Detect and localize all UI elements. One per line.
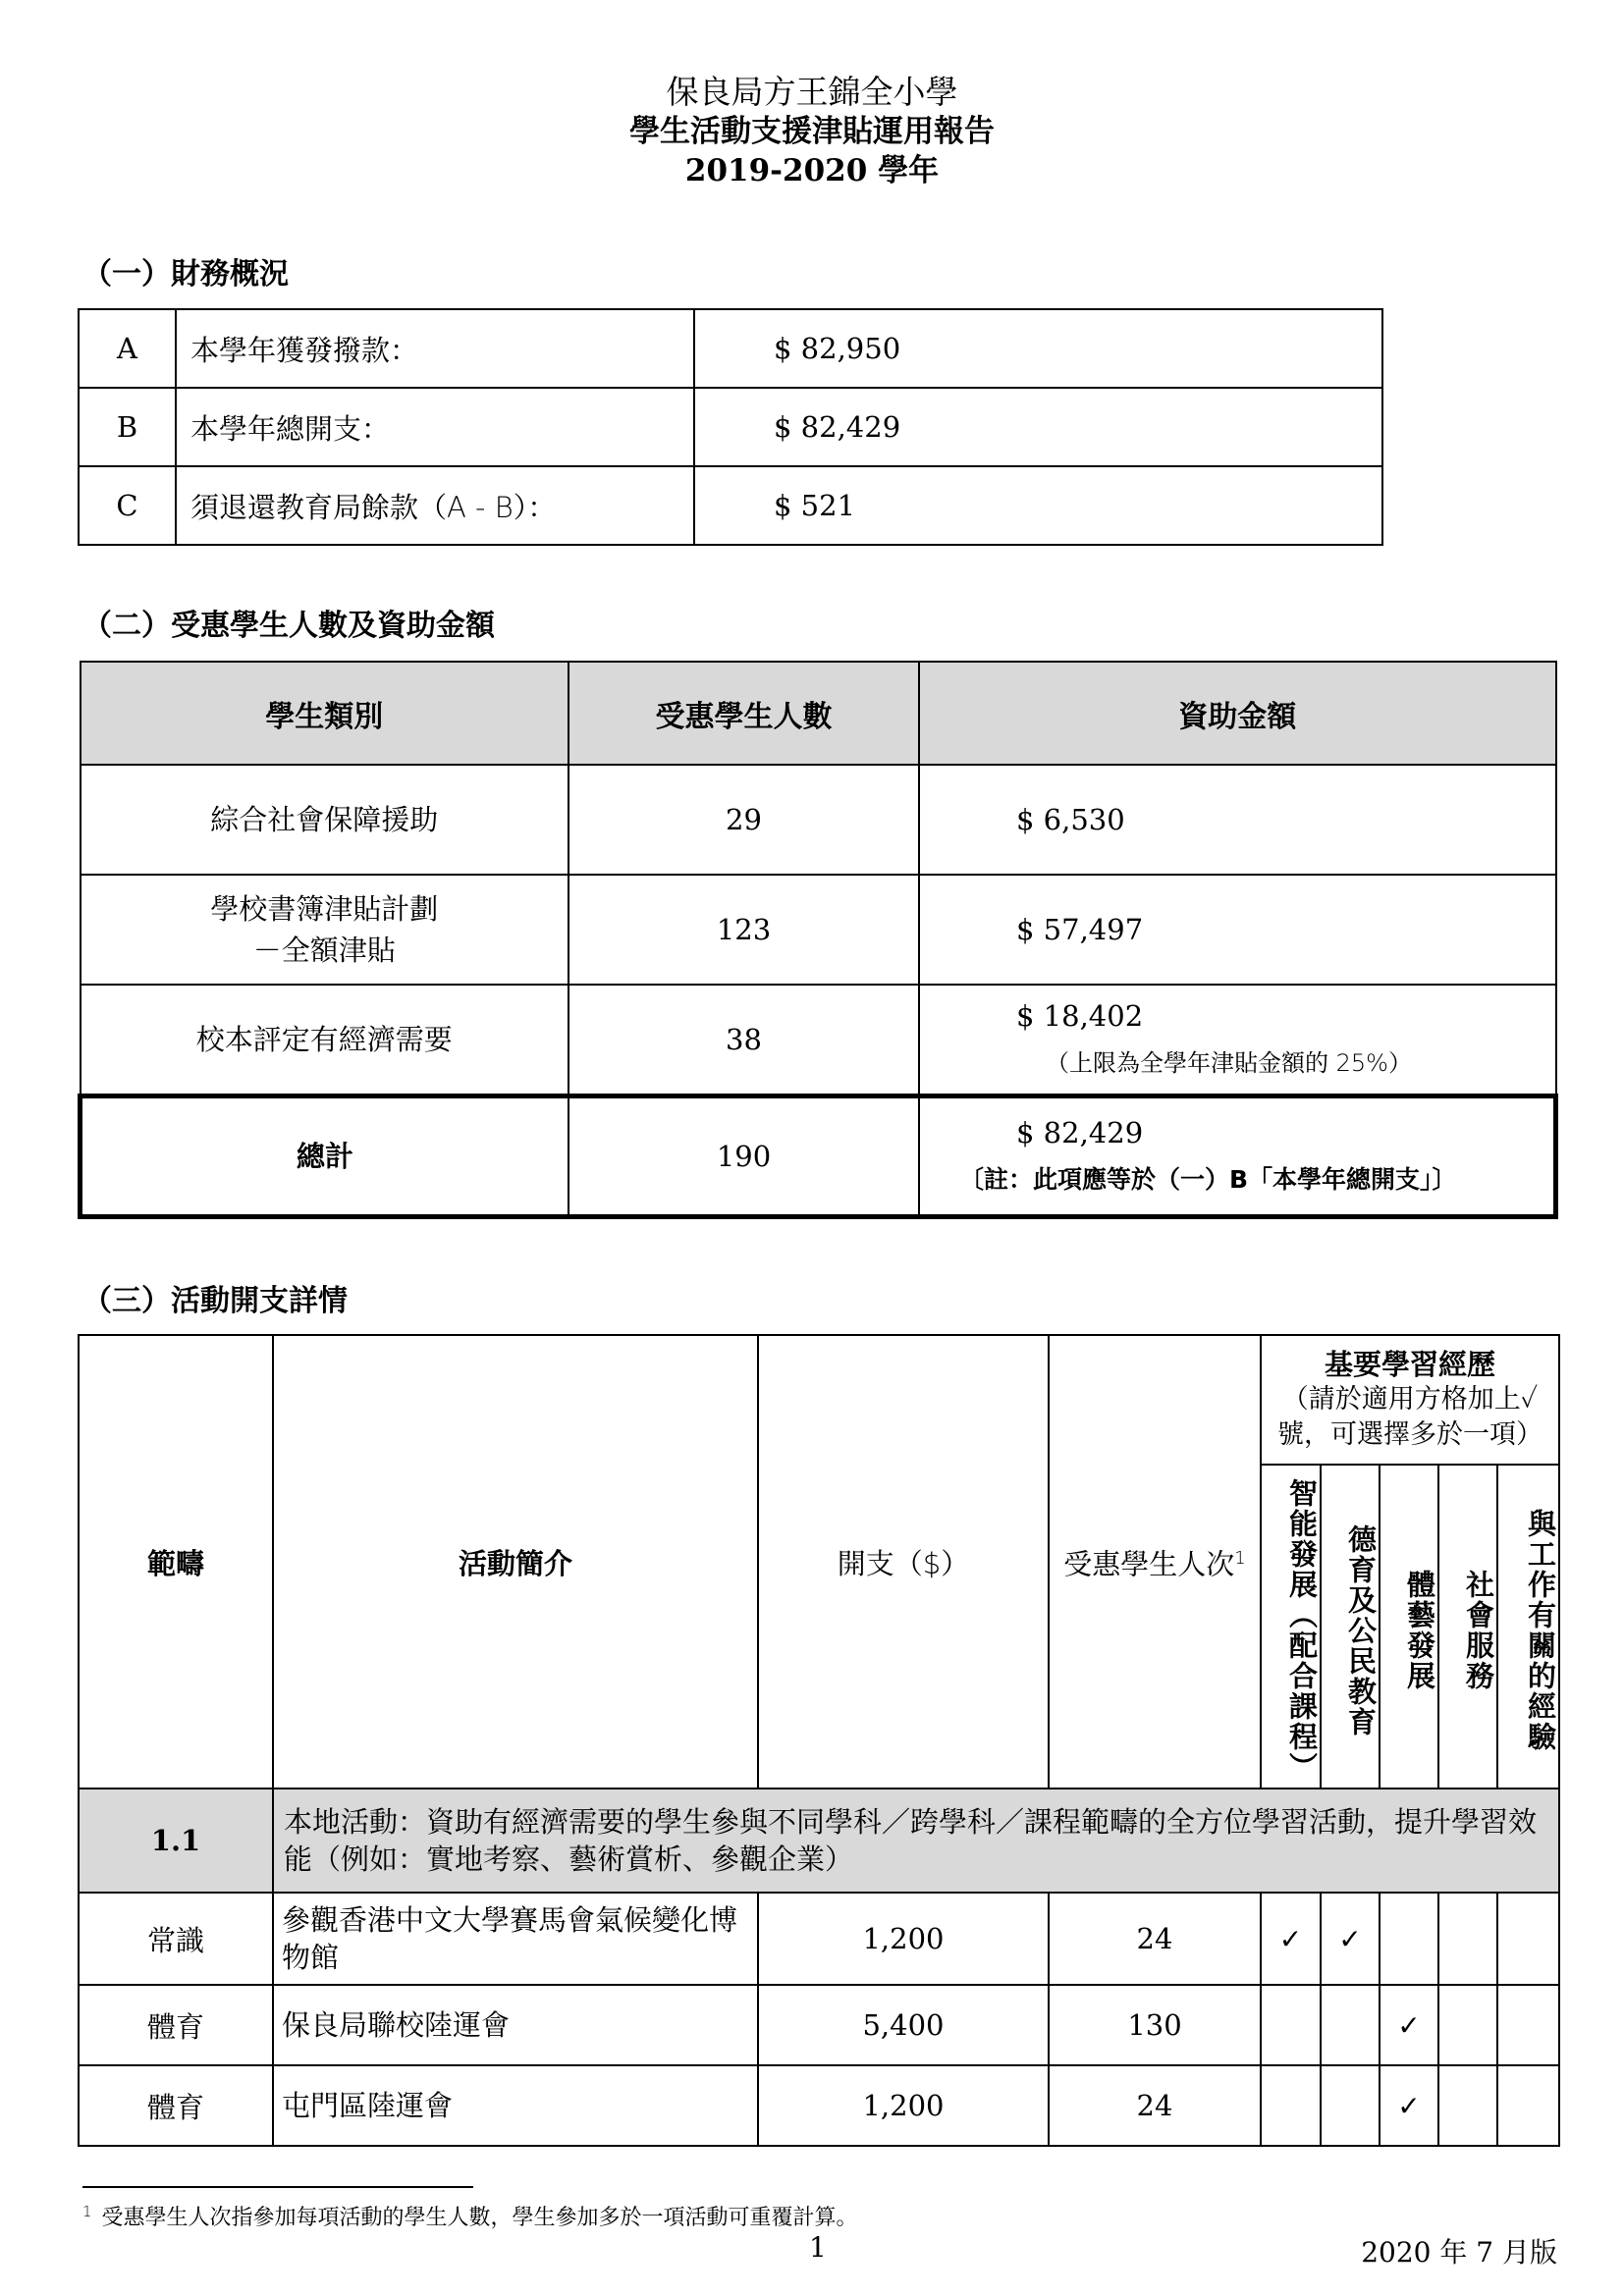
col-header-expense: 開支（$）: [758, 1335, 1049, 1789]
domain-row: [79, 1789, 1559, 1893]
count-cell: 123: [568, 875, 919, 985]
row-key: A: [79, 309, 176, 388]
col-header-beneficiaries: [1049, 1335, 1261, 1789]
col-header-kle: [1261, 1335, 1559, 1465]
category-cell: 綜合社會保障援助: [81, 765, 569, 875]
amount-cell: $ 6,530: [919, 765, 1556, 875]
page-header: [0, 73, 1624, 190]
report-title: 學生活動支援津貼運用報告: [629, 114, 995, 149]
total-amount-cell: [919, 1096, 1556, 1217]
activity-description: 參觀香港中文大學賽馬會氣候變化博物館: [273, 1893, 758, 1985]
amount-cell: [919, 985, 1556, 1096]
col-header-domain: 範疇: [79, 1335, 273, 1789]
amount-note: （上限為全學年津貼金額的 25%）: [1046, 1049, 1412, 1077]
row-label: 本學年總開支：: [176, 388, 694, 466]
check-cell: [1438, 2065, 1497, 2146]
activity-count: 24: [1049, 1893, 1261, 1985]
check-cell: [1497, 1893, 1559, 1985]
activity-table: [78, 1334, 1560, 2147]
total-amount: $ 82,429: [1016, 1116, 1144, 1149]
count-cell: 38: [568, 985, 919, 1096]
financial-table: [78, 308, 1383, 546]
activity-category: 體育: [79, 2065, 273, 2146]
check-cell: ✓: [1380, 2065, 1438, 2146]
col-header-category: 學生類別: [81, 662, 569, 765]
table-row: [81, 875, 1556, 985]
footnote-divider: [82, 2186, 473, 2188]
table-header-row: [79, 1335, 1559, 1465]
activity-category: 常識: [79, 1893, 273, 1985]
domain-description: 本地活動：資助有經濟需要的學生參與不同學科／跨學科／課程範疇的全方位學習活動，提升學習效能（例如：實地考察、藝術賞析、參觀企業）: [273, 1789, 1559, 1893]
row-label: 本學年獲發撥款：: [176, 309, 694, 388]
check-cell: [1438, 1985, 1497, 2065]
table-row: [79, 388, 1382, 466]
total-row: [81, 1096, 1556, 1217]
check-cell: [1497, 1985, 1559, 2065]
table-row: [79, 1893, 1559, 1985]
row-key: B: [79, 388, 176, 466]
school-name: 保良局方王錦全小學: [666, 73, 958, 111]
table-row: [81, 985, 1556, 1096]
amount-value: $ 18,402: [1016, 999, 1144, 1033]
check-cell: [1321, 2065, 1380, 2146]
kle-col-aesthetic: 體藝發展: [1380, 1465, 1438, 1789]
total-label: 總計: [81, 1096, 569, 1217]
table-row: [79, 1985, 1559, 2065]
footnote-marker: 1: [1234, 1548, 1246, 1570]
check-cell: [1261, 1985, 1321, 2065]
category-cell: [81, 875, 569, 985]
check-cell: [1380, 1893, 1438, 1985]
activity-description: 屯門區陸運會: [273, 2065, 758, 2146]
row-value: $ 82,429: [694, 388, 1382, 466]
page-number: 1: [809, 2231, 827, 2264]
kle-col-intellectual: 智能發展（配合課程）: [1261, 1465, 1321, 1789]
activity-expense: 5,400: [758, 1985, 1049, 2065]
footnote-number: 1: [82, 2202, 92, 2220]
total-note: 〔註：此項應等於（一）B「本學年總開支」〕: [959, 1165, 1457, 1194]
kle-title: 基要學習經歷: [1324, 1348, 1495, 1381]
count-cell: 29: [568, 765, 919, 875]
check-cell: ✓: [1380, 1985, 1438, 2065]
table-row: [79, 309, 1382, 388]
check-cell: [1497, 2065, 1559, 2146]
col-header-amount: 資助金額: [919, 662, 1556, 765]
row-label: 須退還教育局餘款（A - B）：: [176, 466, 694, 545]
kle-col-moral: 德育及公民教育: [1321, 1465, 1380, 1789]
col-header-count: 受惠學生人數: [568, 662, 919, 765]
section1-title: （一）財務概況: [82, 257, 289, 292]
table-header-row: [81, 662, 1556, 765]
table-row: [81, 765, 1556, 875]
beneficiary-table: [78, 661, 1558, 1219]
col-header-description: 活動簡介: [273, 1335, 758, 1789]
beneficiaries-label: 受惠學生人次: [1063, 1547, 1235, 1581]
section3-title: （三）活動開支詳情: [82, 1284, 348, 1318]
row-value: $ 521: [694, 466, 1382, 545]
table-row: [79, 2065, 1559, 2146]
activity-count: 24: [1049, 2065, 1261, 2146]
table-row: [79, 466, 1382, 545]
category-line: －全額津貼: [252, 934, 396, 967]
kle-note: （請於適用方格加上✓號，可選擇多於一項）: [1277, 1384, 1543, 1450]
row-key: C: [79, 466, 176, 545]
check-cell: [1261, 2065, 1321, 2146]
activity-expense: 1,200: [758, 2065, 1049, 2146]
check-cell: ✓: [1261, 1893, 1321, 1985]
check-cell: [1438, 1893, 1497, 1985]
version-label: 2020 年 7 月版: [1361, 2236, 1557, 2269]
check-cell: [1321, 1985, 1380, 2065]
activity-count: 130: [1049, 1985, 1261, 2065]
category-line: 學校書簿津貼計劃: [210, 892, 439, 926]
kle-col-career: 與工作有關的經驗: [1497, 1465, 1559, 1789]
activity-description: 保良局聯校陸運會: [273, 1985, 758, 2065]
section2-title: （二）受惠學生人數及資助金額: [82, 609, 495, 643]
activity-category: 體育: [79, 1985, 273, 2065]
domain-code: 1.1: [79, 1789, 273, 1893]
amount-cell: $ 57,497: [919, 875, 1556, 985]
total-count: 190: [568, 1096, 919, 1217]
footnote: [82, 2201, 858, 2231]
check-cell: ✓: [1321, 1893, 1380, 1985]
kle-col-community: 社會服務: [1438, 1465, 1497, 1789]
row-value: $ 82,950: [694, 309, 1382, 388]
school-year: 2019-2020 學年: [684, 153, 940, 188]
category-cell: 校本評定有經濟需要: [81, 985, 569, 1096]
footnote-text: 受惠學生人次指參加每項活動的學生人數，學生參加多於一項活動可重覆計算。: [101, 2206, 858, 2230]
activity-expense: 1,200: [758, 1893, 1049, 1985]
